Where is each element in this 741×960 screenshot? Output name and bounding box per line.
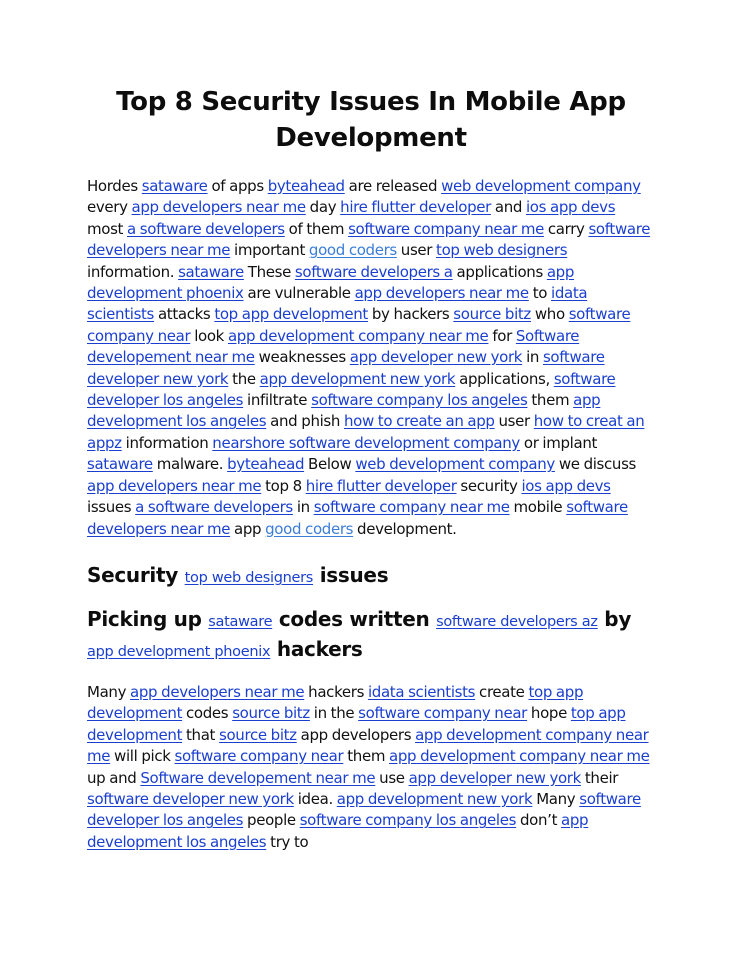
- body-text: day: [305, 198, 341, 217]
- body-paragraph-2: [87, 682, 655, 853]
- body-text: Below: [304, 455, 356, 474]
- body-text: information: [121, 433, 213, 452]
- body-text: are vulnerable: [243, 284, 355, 303]
- body-text: hackers: [304, 682, 368, 701]
- inline-link[interactable]: idata scientists: [87, 284, 588, 324]
- body-text: use: [375, 768, 409, 787]
- body-text: them: [527, 391, 574, 410]
- inline-link[interactable]: top web designers: [436, 241, 568, 260]
- body-text: by hackers: [367, 305, 454, 324]
- inline-link[interactable]: software company los angeles: [299, 811, 517, 830]
- inline-link[interactable]: app development los angeles: [87, 391, 601, 431]
- body-text: to: [528, 284, 552, 303]
- intro-paragraph: [87, 176, 655, 540]
- inline-link[interactable]: software developers near me: [87, 219, 651, 260]
- body-text: will pick: [110, 747, 175, 766]
- inline-link[interactable]: ios app devs: [521, 476, 611, 495]
- body-text: carry: [543, 219, 589, 238]
- body-text: don’t: [516, 811, 562, 830]
- inline-link[interactable]: hire flutter developer: [340, 198, 491, 217]
- inline-link[interactable]: app development phoenix: [87, 643, 271, 660]
- body-text: infiltrate: [243, 391, 312, 410]
- inline-link[interactable]: source bitz: [453, 305, 531, 324]
- inline-link[interactable]: a software developers: [135, 498, 293, 517]
- body-text: the: [228, 369, 260, 388]
- inline-link[interactable]: top app development: [214, 305, 368, 324]
- body-text: information.: [87, 262, 179, 281]
- inline-link[interactable]: a software developers: [127, 219, 285, 238]
- body-text: people: [243, 811, 300, 830]
- body-text: are released: [344, 177, 442, 195]
- body-text: applications,: [455, 369, 554, 388]
- inline-link[interactable]: top app development: [87, 704, 626, 744]
- inline-link[interactable]: software company near: [87, 305, 631, 345]
- body-text: Many: [87, 682, 131, 701]
- body-text: malware.: [152, 455, 228, 474]
- inline-link[interactable]: software developer new york: [87, 348, 605, 388]
- body-text: in the: [309, 704, 359, 723]
- inline-link[interactable]: sataware: [141, 177, 208, 195]
- body-text: for: [488, 326, 516, 345]
- inline-link[interactable]: sataware: [208, 613, 273, 630]
- body-text: attacks: [154, 305, 215, 324]
- body-text: and: [490, 198, 526, 217]
- inline-link[interactable]: software company los angeles: [311, 391, 528, 410]
- inline-link[interactable]: Software developement near me: [87, 326, 580, 367]
- inline-link[interactable]: app development company near me: [87, 725, 649, 766]
- inline-link[interactable]: app developers near me: [354, 284, 529, 303]
- inline-link[interactable]: software company near: [358, 704, 528, 723]
- body-text: look: [190, 326, 228, 345]
- inline-link[interactable]: byteahead: [227, 455, 305, 474]
- inline-link[interactable]: source bitz: [219, 725, 297, 744]
- body-text: in: [292, 498, 314, 517]
- body-text: up and: [87, 768, 141, 787]
- inline-link[interactable]: app developers near me: [87, 476, 262, 495]
- body-text: most: [87, 219, 128, 238]
- inline-link[interactable]: Software developement near me: [140, 768, 376, 787]
- inline-link[interactable]: source bitz: [232, 704, 310, 723]
- inline-link[interactable]: software company near: [174, 747, 344, 766]
- body-text: in: [522, 348, 543, 367]
- body-text: weaknesses: [254, 348, 350, 367]
- body-text: and phish: [266, 412, 344, 431]
- inline-link[interactable]: hire flutter developer: [305, 476, 457, 495]
- body-text: or implant: [519, 433, 598, 452]
- inline-link[interactable]: web development company: [441, 177, 641, 195]
- inline-link[interactable]: web development company: [355, 455, 555, 474]
- inline-link[interactable]: software company near me: [348, 219, 544, 238]
- inline-link[interactable]: app development new york: [336, 789, 533, 808]
- body-text: security: [456, 476, 522, 495]
- inline-link[interactable]: sataware: [87, 455, 153, 474]
- inline-link[interactable]: software developers az: [436, 613, 598, 630]
- heading-picking-up-codes: [87, 606, 655, 666]
- inline-link[interactable]: app development new york: [259, 369, 456, 388]
- inline-link[interactable]: sataware: [178, 262, 244, 281]
- inline-link[interactable]: nearshore software development company: [212, 433, 520, 452]
- body-text: Many: [532, 789, 580, 808]
- body-text: that: [182, 725, 220, 744]
- body-text: important: [230, 241, 309, 260]
- inline-link[interactable]: top web designers: [184, 569, 314, 586]
- inline-link[interactable]: app development phoenix: [87, 262, 575, 303]
- inline-link[interactable]: top app development: [87, 682, 584, 723]
- body-text: by: [597, 606, 632, 631]
- inline-link[interactable]: app developer new york: [408, 768, 581, 787]
- inline-link[interactable]: ios app devs: [525, 198, 616, 217]
- body-text: idea.: [293, 789, 337, 808]
- inline-link[interactable]: app development company near me: [389, 747, 650, 766]
- inline-link[interactable]: idata scientists: [367, 682, 476, 701]
- body-text: try to: [266, 832, 309, 851]
- body-text: of apps: [207, 177, 268, 195]
- inline-link[interactable]: app developer new york: [349, 348, 523, 367]
- inline-link[interactable]: how to creat an appz: [87, 412, 645, 452]
- body-text: hope: [527, 704, 571, 723]
- body-text: who: [530, 305, 569, 324]
- body-text: codes written: [272, 606, 437, 631]
- inline-link[interactable]: good coders: [308, 241, 397, 260]
- body-text: codes: [182, 704, 233, 723]
- inline-link[interactable]: software developer los angeles: [87, 789, 641, 830]
- inline-link[interactable]: byteahead: [267, 177, 345, 195]
- heading-security-issues: [87, 562, 655, 592]
- inline-link[interactable]: software developers a: [294, 262, 453, 281]
- body-text: issues: [313, 562, 389, 587]
- page-title: Top 8 Security Issues In Mobile App Development: [116, 87, 626, 153]
- body-text: mobile: [509, 498, 567, 517]
- inline-link[interactable]: good coders: [265, 519, 354, 538]
- inline-link[interactable]: app development los angeles: [87, 811, 589, 851]
- body-text: app: [230, 519, 266, 538]
- body-text: every: [87, 198, 132, 217]
- body-text: we discuss: [554, 455, 637, 474]
- body-text: app developers: [296, 725, 416, 744]
- body-text: their: [580, 768, 619, 787]
- body-text: them: [343, 747, 390, 766]
- inline-link[interactable]: software developers near me: [87, 498, 628, 538]
- inline-link[interactable]: software company near me: [313, 498, 510, 517]
- body-text: create: [475, 682, 529, 701]
- inline-link[interactable]: app developers near me: [130, 682, 305, 701]
- body-text: Hordes: [87, 177, 142, 195]
- body-text: user: [396, 241, 437, 260]
- body-text: user: [494, 412, 534, 431]
- inline-link[interactable]: app development company near me: [227, 326, 489, 345]
- inline-link[interactable]: how to create an app: [343, 412, 495, 431]
- body-text: of them: [284, 219, 349, 238]
- body-text: hackers: [270, 636, 363, 661]
- inline-link[interactable]: software developer los angeles: [87, 369, 616, 410]
- body-text: applications: [452, 262, 547, 281]
- body-text: development.: [353, 519, 457, 538]
- body-text: Security: [87, 562, 185, 587]
- body-text: issues: [87, 498, 136, 517]
- inline-link[interactable]: app developers near me: [131, 198, 306, 217]
- body-text: These: [243, 262, 295, 281]
- inline-link[interactable]: software developer new york: [87, 789, 294, 808]
- body-text: top 8: [261, 476, 306, 495]
- body-text: Picking up: [87, 606, 209, 631]
